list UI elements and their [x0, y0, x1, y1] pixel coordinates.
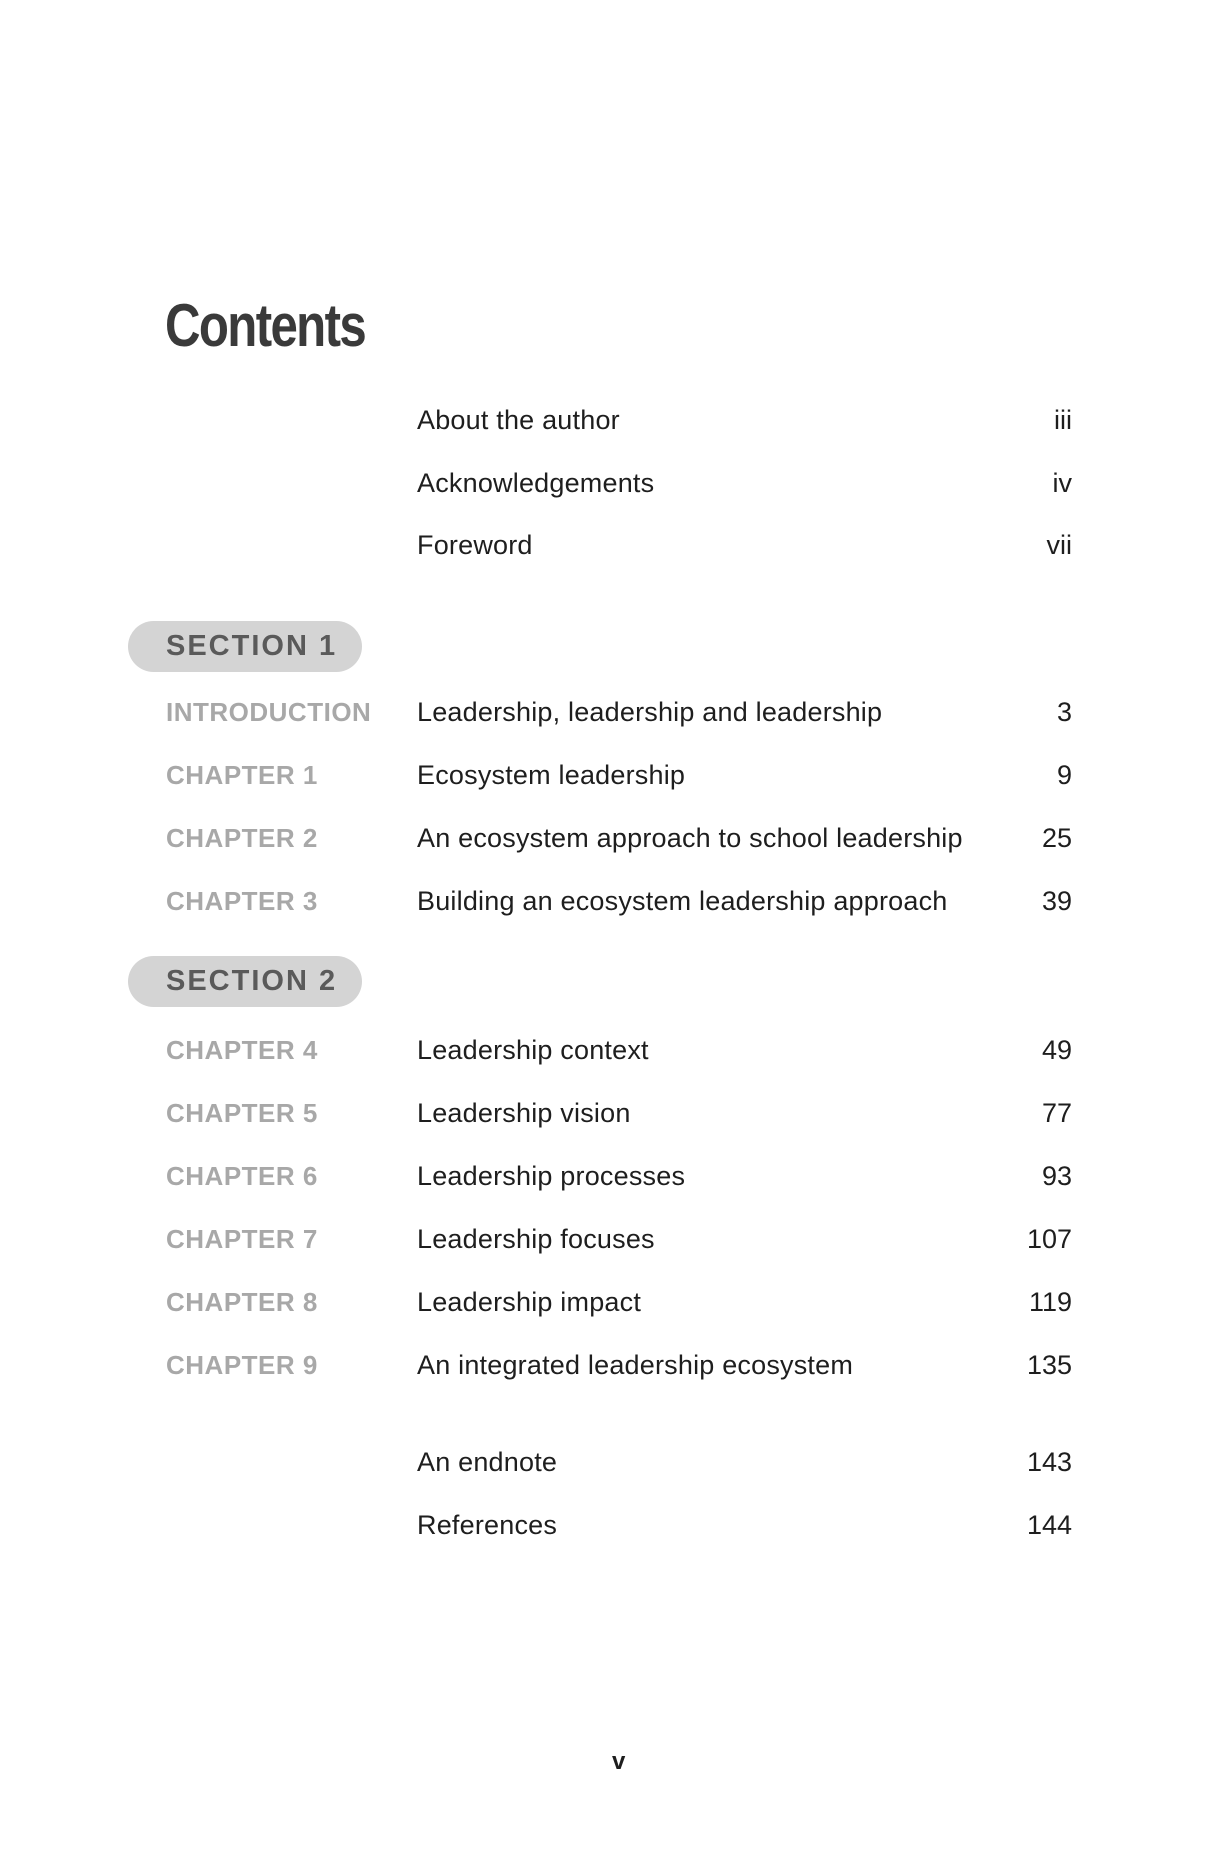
section-1-badge	[128, 621, 362, 672]
entry-page: iv	[1052, 468, 1072, 498]
entry-page: 25	[1041, 823, 1072, 853]
entry-title: Building an ecosystem leadership approach	[417, 886, 948, 916]
page-title: Contents	[165, 292, 366, 359]
toc-entry-foreword[interactable]	[0, 525, 1213, 565]
entry-title: Acknowledgements	[417, 468, 655, 498]
entry-page: 39	[1041, 886, 1072, 916]
entry-page: 135	[1026, 1350, 1072, 1380]
section-label: SECTION 1	[166, 630, 338, 662]
toc-entry-chapter-7[interactable]	[0, 1219, 1213, 1259]
entry-title: An integrated leadership ecosystem	[417, 1350, 854, 1380]
chapter-label: CHAPTER 6	[166, 1161, 318, 1191]
toc-entry-chapter-6[interactable]	[0, 1156, 1213, 1196]
toc-entry-introduction[interactable]	[0, 692, 1213, 732]
entry-page: 143	[1026, 1447, 1072, 1477]
entry-title: An endnote	[417, 1447, 558, 1477]
entry-title: Leadership focuses	[417, 1224, 655, 1254]
chapter-label: CHAPTER 3	[166, 886, 318, 916]
section-2-badge	[128, 956, 362, 1007]
toc-entry-acknowledgements[interactable]	[0, 463, 1213, 503]
chapter-label: CHAPTER 8	[166, 1287, 318, 1317]
entry-page: 107	[1026, 1224, 1072, 1254]
toc-entry-chapter-3[interactable]	[0, 881, 1213, 921]
entry-page: iii	[1054, 405, 1072, 435]
toc-entry-chapter-2[interactable]	[0, 818, 1213, 858]
toc-entry-chapter-1[interactable]	[0, 755, 1213, 795]
entry-title: Foreword	[417, 530, 533, 560]
toc-entry-references[interactable]	[0, 1505, 1213, 1545]
toc-entry-about-author[interactable]	[0, 400, 1213, 440]
entry-title: Leadership context	[417, 1035, 649, 1065]
chapter-label: CHAPTER 1	[166, 760, 318, 790]
entry-title: Ecosystem leadership	[417, 760, 686, 790]
entry-title: Leadership, leadership and leadership	[417, 697, 883, 727]
entry-title: Leadership vision	[417, 1098, 631, 1128]
entry-title: References	[417, 1510, 558, 1540]
chapter-label: CHAPTER 4	[166, 1035, 318, 1065]
chapter-label: CHAPTER 2	[166, 823, 318, 853]
entry-page: 119	[1028, 1287, 1072, 1317]
toc-entry-chapter-9[interactable]	[0, 1345, 1213, 1385]
entry-page: vii	[1046, 530, 1072, 560]
toc-entry-endnote[interactable]	[0, 1442, 1213, 1482]
chapter-label: INTRODUCTION	[166, 697, 372, 727]
entry-title: Leadership impact	[417, 1287, 642, 1317]
entry-title: About the author	[417, 405, 620, 435]
entry-page: 93	[1041, 1161, 1072, 1191]
entry-page: 144	[1026, 1510, 1072, 1540]
entry-page: 9	[1056, 760, 1072, 790]
chapter-label: CHAPTER 7	[166, 1224, 318, 1254]
chapter-label: CHAPTER 5	[166, 1098, 318, 1128]
entry-page: 3	[1056, 697, 1072, 727]
chapter-label: CHAPTER 9	[166, 1350, 318, 1380]
toc-entry-chapter-5[interactable]	[0, 1093, 1213, 1133]
toc-entry-chapter-4[interactable]	[0, 1030, 1213, 1070]
section-label: SECTION 2	[166, 965, 338, 997]
toc-entry-chapter-8[interactable]	[0, 1282, 1213, 1322]
entry-title: Leadership processes	[417, 1161, 686, 1191]
entry-page: 49	[1041, 1035, 1072, 1065]
page-number: v	[612, 1748, 626, 1775]
entry-page: 77	[1041, 1098, 1072, 1128]
entry-title: An ecosystem approach to school leadership	[417, 823, 963, 853]
